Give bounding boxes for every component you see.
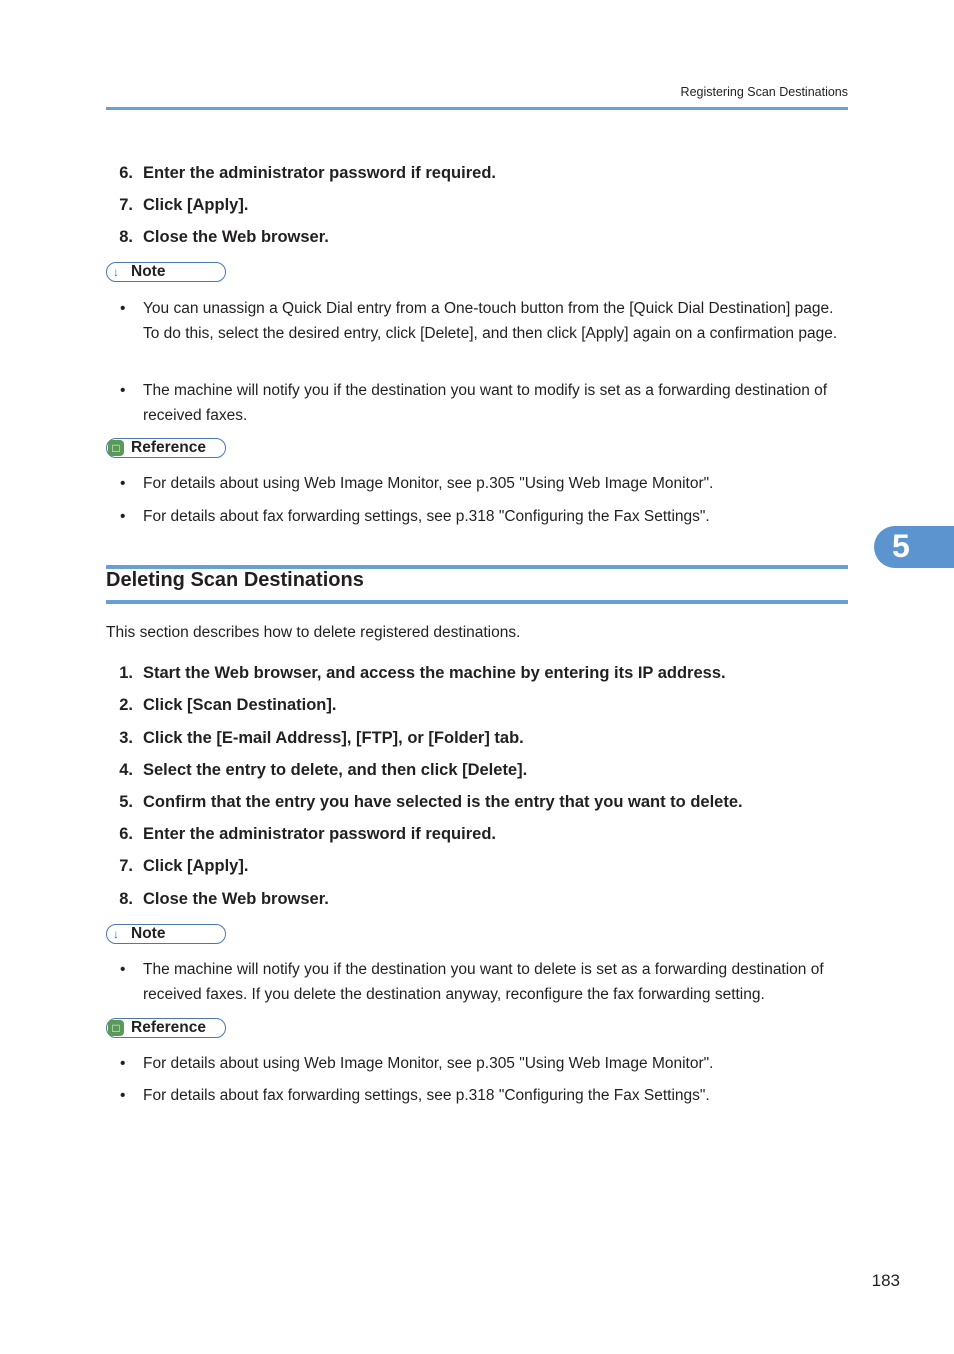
section-intro: This section describes how to delete registered destinations. [106, 624, 521, 641]
reference-text: For details about using Web Image Monitor, see p.305 "Using Web Image Monitor". [143, 1055, 714, 1072]
step-text: Enter the administrator password if required. [143, 164, 496, 182]
reference-text: For details about using Web Image Monitor, see p.305 "Using Web Image Monitor". [143, 475, 714, 492]
note-label: Note [131, 925, 166, 942]
running-header: Registering Scan Destinations [680, 85, 848, 99]
note-bullet [120, 378, 840, 428]
step-text: Confirm that the entry you have selected is the entry that you want to delete. [143, 793, 743, 811]
reference-badge [106, 1018, 226, 1038]
down-arrow-icon: ↓ [108, 926, 124, 942]
step-text: Click [Apply]. [143, 196, 249, 214]
reference-text: For details about fax forwarding settings, see p.318 "Configuring the Fax Settings". [143, 1087, 710, 1104]
step-number: 6. [119, 825, 133, 843]
reference-bullet [120, 1083, 860, 1108]
step-text: Close the Web browser. [143, 228, 329, 246]
step-number: 8. [119, 228, 133, 246]
step-number: 4. [119, 761, 133, 779]
chapter-tab [874, 526, 954, 568]
step-text: Click the [E-mail Address], [FTP], or [Folder] tab. [143, 729, 524, 747]
note-text: You can unassign a Quick Dial entry from a One-touch button from the [Quick Dial Destination] page. To do this, select the desired entry, click [Delete], and then click [Apply] again on a confirmation page. [143, 300, 838, 342]
step-number: 3. [119, 729, 133, 747]
step-item [106, 793, 743, 812]
step-number: 6. [119, 164, 133, 182]
step-number: 7. [119, 857, 133, 875]
header-rule [106, 107, 848, 110]
bullet-icon: • [120, 508, 126, 525]
reference-bullet [120, 471, 860, 496]
reference-label: Reference [131, 1019, 206, 1036]
step-number: 5. [119, 793, 133, 811]
bullet-icon: • [120, 1087, 126, 1104]
bullet-icon: • [120, 382, 126, 399]
bullet-icon: • [120, 475, 126, 492]
page-number: 183 [871, 1271, 900, 1290]
step-text: Click [Apply]. [143, 857, 249, 875]
reference-bullet [120, 504, 860, 529]
reference-bullet [120, 1051, 860, 1076]
step-number: 2. [119, 696, 133, 714]
chapter-number: 5 [892, 528, 910, 564]
note-badge [106, 262, 226, 282]
step-item [106, 696, 336, 715]
reference-text: For details about fax forwarding settings, see p.318 "Configuring the Fax Settings". [143, 508, 710, 525]
step-number: 8. [119, 890, 133, 908]
book-icon: □ [108, 1020, 124, 1036]
note-badge [106, 924, 226, 944]
step-text: Start the Web browser, and access the machine by entering its IP address. [143, 664, 726, 682]
book-icon: □ [108, 440, 124, 456]
step-text: Select the entry to delete, and then click [Delete]. [143, 761, 528, 779]
step-item [106, 857, 248, 876]
step-item [106, 228, 329, 247]
bullet-icon: • [120, 961, 126, 978]
step-text: Enter the administrator password if required. [143, 825, 496, 843]
step-item [106, 196, 248, 215]
section-title: Deleting Scan Destinations [106, 569, 364, 591]
note-bullet [120, 957, 860, 1007]
reference-label: Reference [131, 439, 206, 456]
step-item [106, 761, 527, 780]
step-number: 7. [119, 196, 133, 214]
bullet-icon: • [120, 1055, 126, 1072]
note-bullet [120, 296, 840, 346]
note-text: The machine will notify you if the destination you want to modify is set as a forwarding destination of received faxes. [143, 382, 828, 424]
step-item [106, 164, 496, 183]
step-text: Close the Web browser. [143, 890, 329, 908]
step-item [106, 729, 524, 748]
down-arrow-icon: ↓ [108, 264, 124, 280]
step-number: 1. [119, 664, 133, 682]
step-text: Click [Scan Destination]. [143, 696, 337, 714]
bullet-icon: • [120, 300, 126, 317]
step-item [106, 664, 726, 683]
reference-badge [106, 438, 226, 458]
note-label: Note [131, 263, 166, 280]
step-item [106, 825, 496, 844]
note-text: The machine will notify you if the destination you want to delete is set as a forwarding destination of received faxes. If you delete the destination anyway, reconfigure the fax forwarding setting. [143, 961, 824, 1003]
section-bottom-rule [106, 600, 848, 604]
step-item [106, 890, 329, 909]
